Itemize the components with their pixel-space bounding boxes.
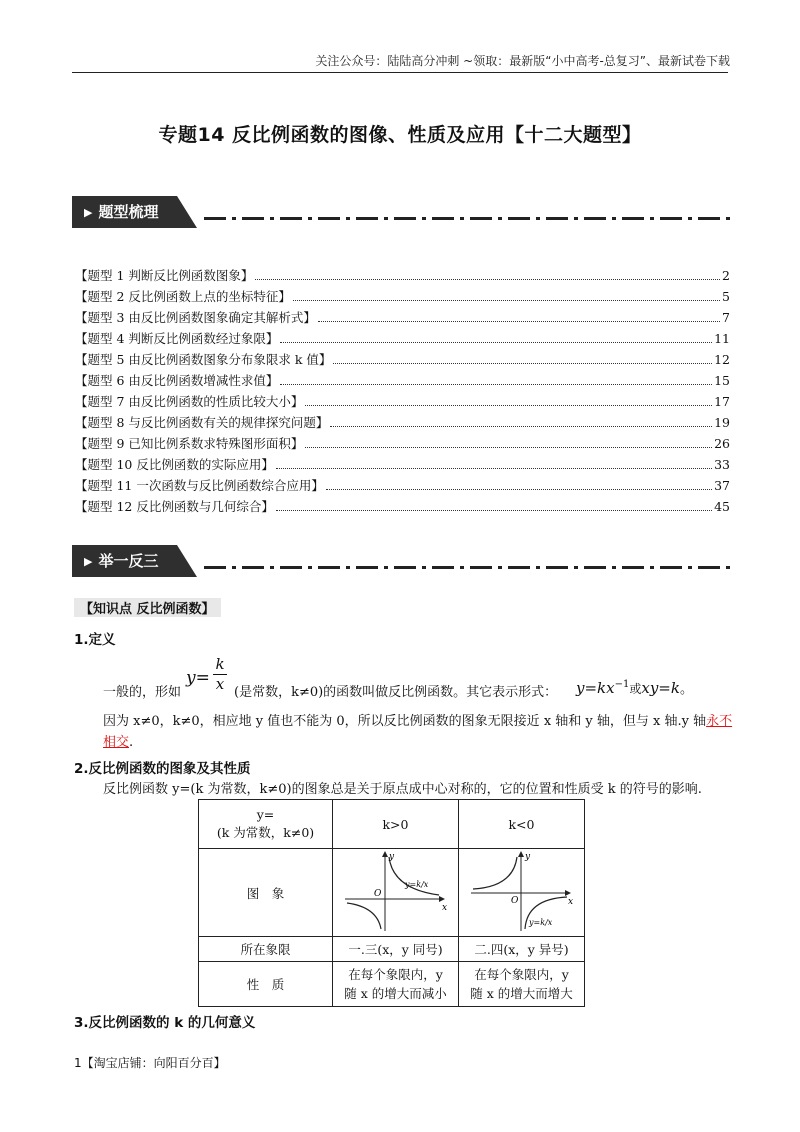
curve-label: y=k/x <box>528 918 552 927</box>
curve-label: y=k/x <box>404 880 428 889</box>
toc-item[interactable] <box>75 392 730 413</box>
toc-leader-dots <box>305 447 712 448</box>
toc-item-label: 【题型 6 由反比例函数增减性求值】 <box>75 373 279 388</box>
header-divider <box>72 72 728 73</box>
toc-leader-dots <box>293 300 720 301</box>
toc-item-page: 15 <box>714 373 730 388</box>
table-header-function: y= (k 为常数，k≠0) <box>199 800 333 849</box>
toc-item-page: 2 <box>722 268 730 283</box>
properties-table <box>198 799 585 1007</box>
toc-item-page: 37 <box>714 478 730 493</box>
banner-label: ▶ 题型梳理 <box>84 196 158 230</box>
hyperbola-negative-graph <box>467 849 577 933</box>
toc-item[interactable] <box>75 329 730 350</box>
axis-y-label: y <box>524 852 530 862</box>
toc-item-page: 12 <box>714 352 730 367</box>
header-text: 关注公众号：陆陆高分冲刺 ~领取：最新版“小中高考-总复习”、最新试卷下载 <box>315 54 730 68</box>
toc-item[interactable] <box>75 308 730 329</box>
fraction: k x <box>213 655 227 693</box>
toc-item-page: 17 <box>714 394 730 409</box>
toc-item[interactable] <box>75 413 730 434</box>
axis-x-label: x <box>567 897 573 907</box>
footer-text: 1【淘宝店铺：向阳百分百】 <box>74 1056 226 1070</box>
quadrants-k-positive: 一.三(x，y 同号) <box>333 937 459 962</box>
toc-leader-dots <box>333 363 712 364</box>
toc-item-label: 【题型 7 由反比例函数的性质比较大小】 <box>75 394 304 409</box>
toc-item[interactable] <box>75 350 730 371</box>
graph-k-negative <box>459 849 585 937</box>
toc-item-label: 【题型 10 反比例函数的实际应用】 <box>75 457 274 472</box>
toc-item-page: 19 <box>714 415 730 430</box>
alternate-forms: $y=kx^{-1}$或xy=k。 <box>576 679 693 697</box>
toc-item[interactable] <box>75 287 730 308</box>
toc-item-label: 【题型 8 与反比例函数有关的规律探究问题】 <box>75 415 329 430</box>
definition-middle-text: (是常数，k≠0)的函数叫做反比例函数。其它表示形式： <box>234 685 558 700</box>
toc-leader-dots <box>280 384 712 385</box>
table-row-label-graph: 图 象 <box>199 849 333 937</box>
table-row-label-quadrants: 所在象限 <box>199 937 333 962</box>
section-title-k-geometric-meaning: 3.反比例函数的 k 的几何意义 <box>74 1015 256 1031</box>
toc-item-label: 【题型 2 反比例函数上点的坐标特征】 <box>75 289 291 304</box>
section-title-graph-properties: 2.反比例函数的图象及其性质 <box>74 761 251 777</box>
toc-item[interactable] <box>75 434 730 455</box>
toc-leader-dots <box>276 468 712 469</box>
toc-leader-dots <box>255 279 720 280</box>
graph-k-positive <box>333 849 459 937</box>
section-title-definition: 1.定义 <box>74 632 116 648</box>
toc-leader-dots <box>330 426 712 427</box>
toc-item-label: 【题型 11 一次函数与反比例函数综合应用】 <box>75 478 324 493</box>
toc-item[interactable] <box>75 455 730 476</box>
definition-formula: y= <box>186 668 210 688</box>
table-of-contents <box>75 266 730 518</box>
toc-leader-dots <box>326 489 712 490</box>
toc-item[interactable] <box>75 497 730 518</box>
toc-item-label: 【题型 4 判断反比例函数经过象限】 <box>75 331 279 346</box>
table-header-k-negative: k<0 <box>459 800 585 849</box>
banner-dash-line <box>204 566 732 569</box>
section-banner-question-types <box>72 196 732 228</box>
banner-dash-line <box>204 217 732 220</box>
toc-item[interactable] <box>75 476 730 497</box>
axis-y-label: y <box>388 852 394 862</box>
toc-leader-dots <box>276 510 712 511</box>
hyperbola-positive-graph <box>341 849 451 933</box>
toc-leader-dots <box>280 342 712 343</box>
toc-item-page: 33 <box>714 457 730 472</box>
toc-item-page: 11 <box>714 331 730 346</box>
toc-item-label: 【题型 9 已知比例系数求特殊图形面积】 <box>75 436 304 451</box>
knowledge-point-label: 【知识点 反比例函数】 <box>74 598 221 617</box>
section2-text: 反比例函数 y=(k 为常数，k≠0)的图象总是关于原点成中心对称的，它的位置和性质受 k 的符号的影响. <box>103 782 702 797</box>
properties-k-negative: 在每个象限内，y 随 x 的增大而增大 <box>459 962 585 1007</box>
axis-x-label: x <box>441 903 447 913</box>
toc-item[interactable] <box>75 266 730 287</box>
origin-label: O <box>510 896 518 906</box>
toc-item-page: 5 <box>722 289 730 304</box>
toc-item-page: 26 <box>714 436 730 451</box>
definition-explanation: 因为 x≠0，k≠0，相应地 y 值也不能为 0，所以反比例函数的图象无限接近 x 轴和 y 轴，但与 x 轴.y 轴永不相交. <box>103 714 733 750</box>
toc-item-label: 【题型 12 反比例函数与几何综合】 <box>75 499 274 514</box>
toc-leader-dots <box>305 405 712 406</box>
table-row-label-properties: 性 质 <box>199 962 333 1007</box>
properties-k-positive: 在每个象限内，y 随 x 的增大而减小 <box>333 962 459 1007</box>
origin-label: O <box>373 889 381 899</box>
toc-item-label: 【题型 1 判断反比例函数图象】 <box>75 268 254 283</box>
section-banner-examples <box>72 545 732 577</box>
quadrants-k-negative: 二.四(x，y 异号) <box>459 937 585 962</box>
page-title: 专题14 反比例函数的图像、性质及应用【十二大题型】 <box>158 124 642 146</box>
toc-item-page: 45 <box>714 499 730 514</box>
toc-item[interactable] <box>75 371 730 392</box>
toc-item-label: 【题型 3 由反比例函数图象确定其解析式】 <box>75 310 316 325</box>
toc-leader-dots <box>318 321 720 322</box>
table-header-k-positive: k>0 <box>333 800 459 849</box>
definition-prefix: 一般的，形如 <box>103 685 182 700</box>
banner-label: ▶ 举一反三 <box>84 545 158 579</box>
toc-item-label: 【题型 5 由反比例函数图象分布象限求 k 值】 <box>75 352 332 367</box>
toc-item-page: 7 <box>722 310 730 325</box>
